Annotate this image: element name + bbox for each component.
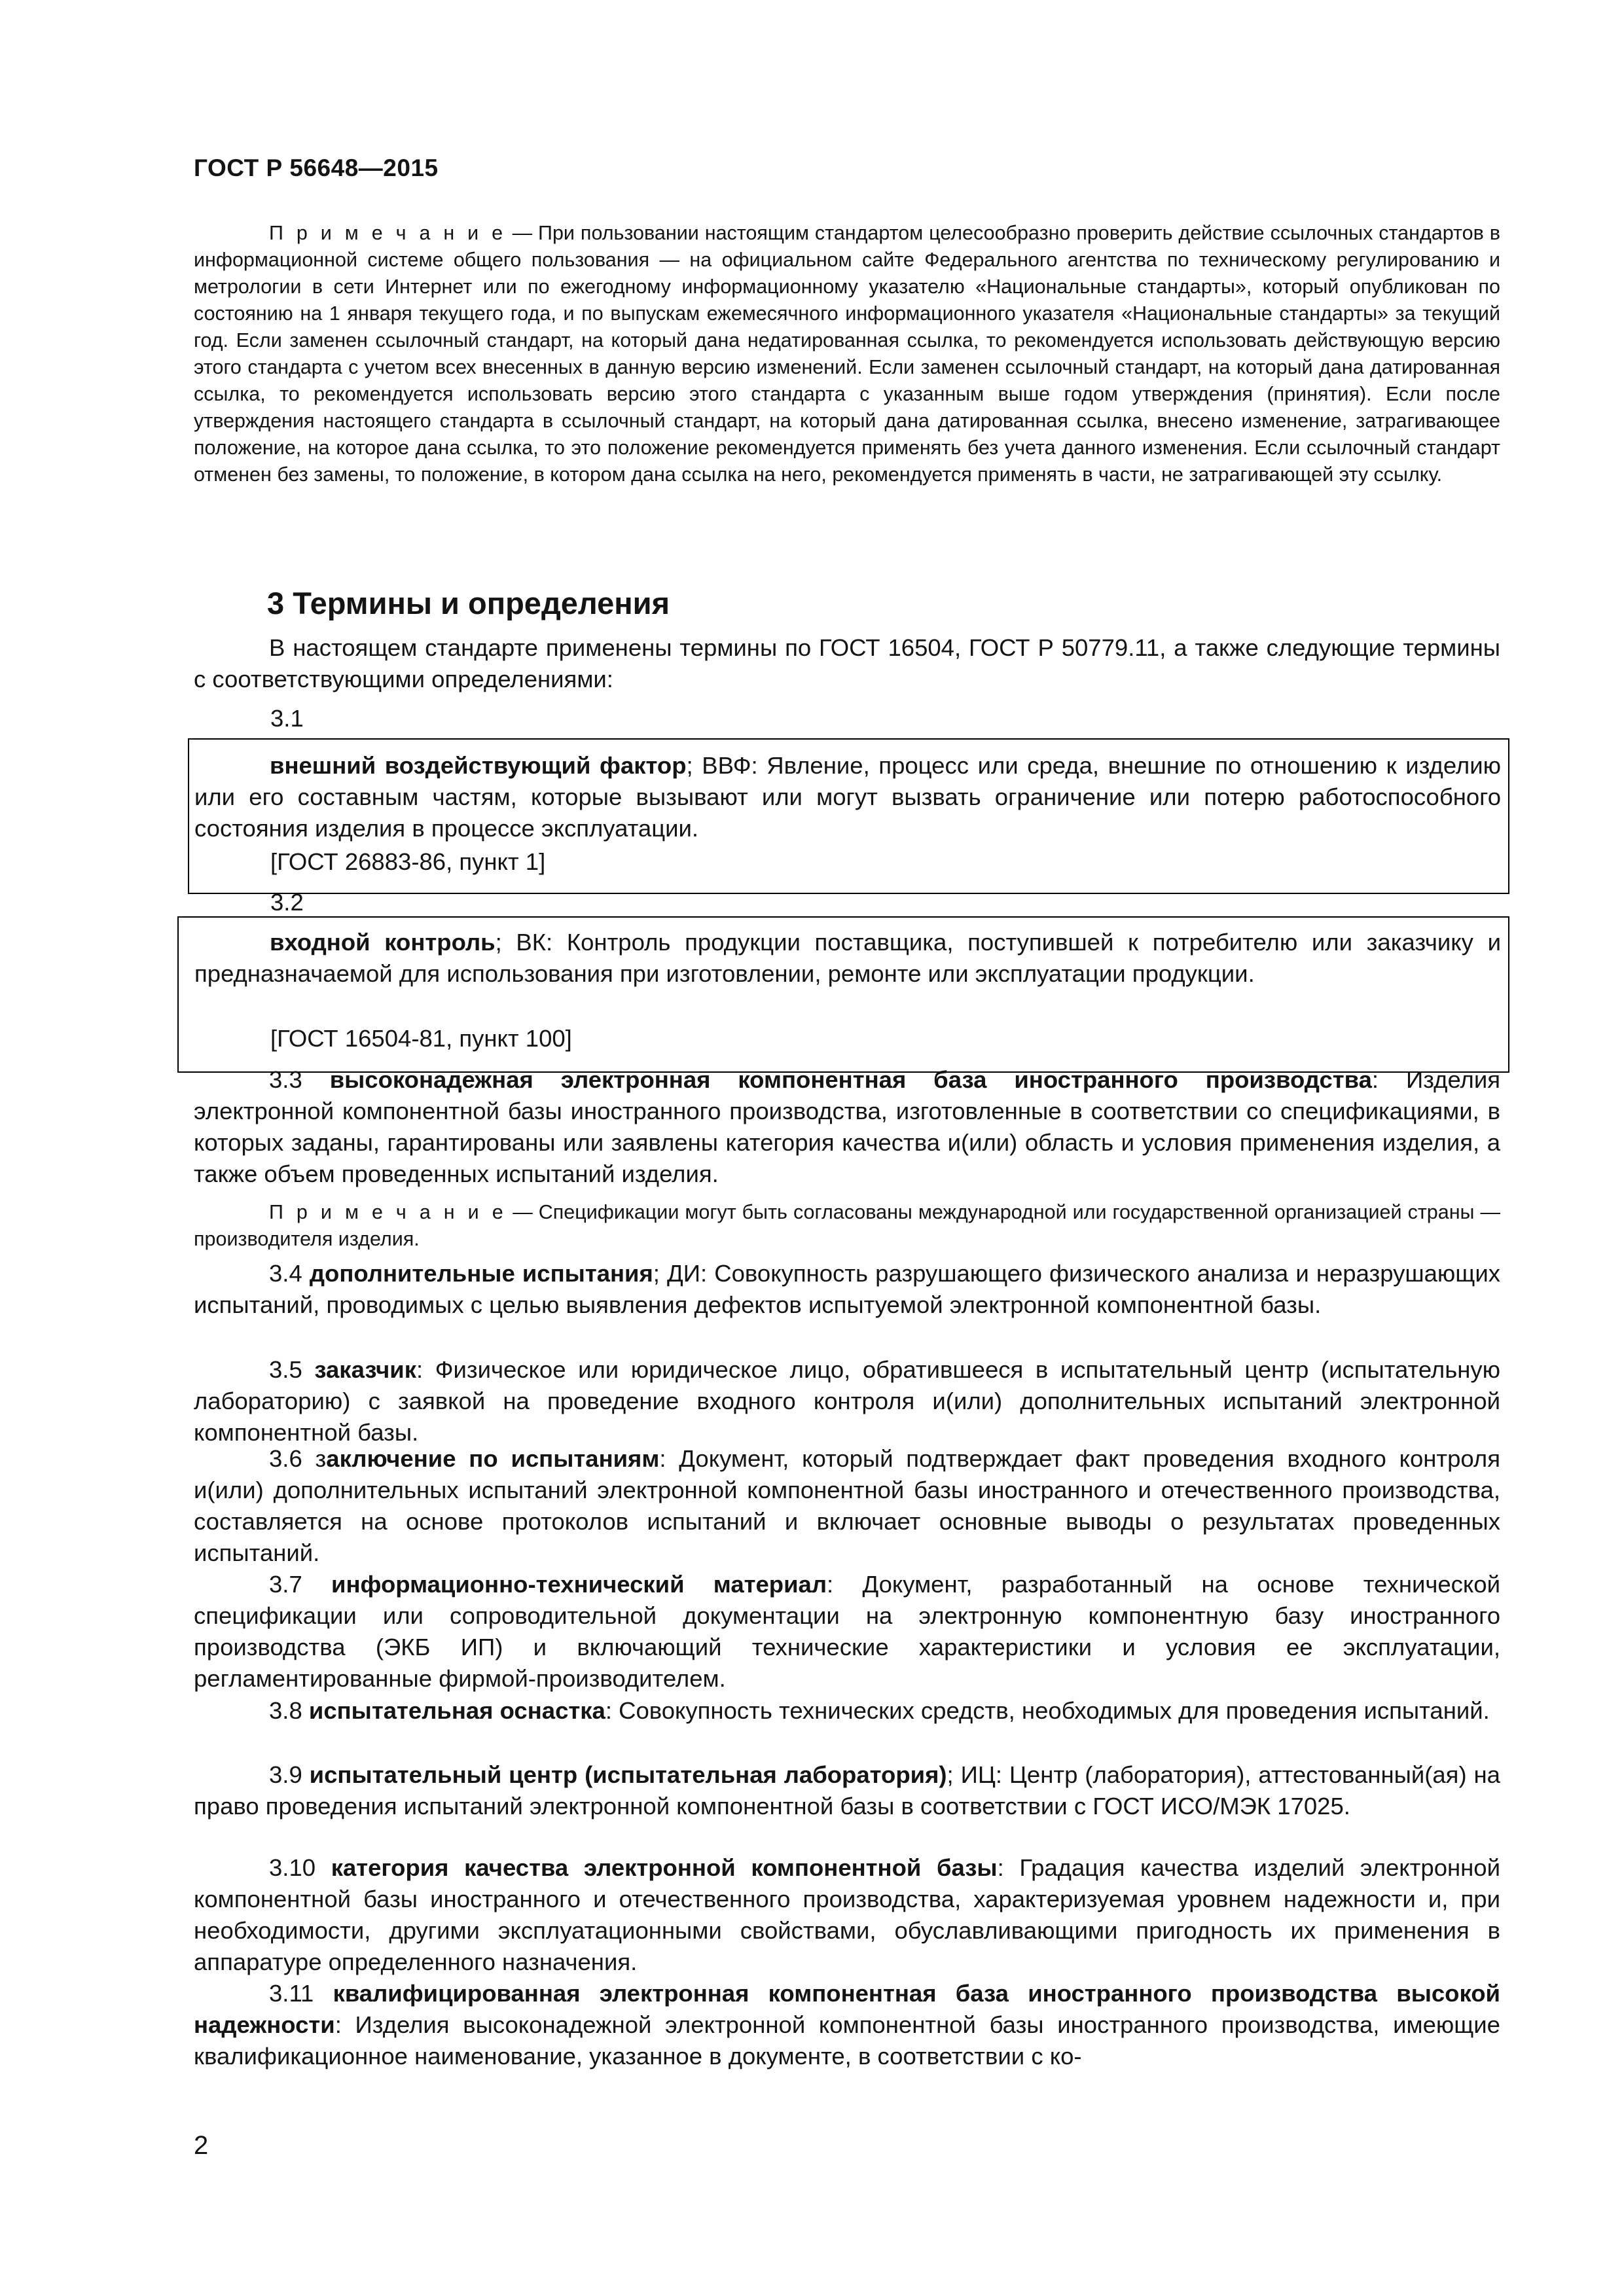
section-intro-text: В настоящем стандарте применены термины по ГОСТ 16504, ГОСТ Р 50779.11, а также следующие термины с соответствующими определениями:: [194, 634, 1500, 692]
section-intro: [194, 632, 1500, 695]
term-text: : Градация качества изделий электронной компонентной базы иностранного и отечественного производства, характеризуемая уровнем надежности и, при необходимости, другими эксплуатационными свойствами, обуславливающими пригодность их применения в аппаратуре определенного назначения.: [194, 1854, 1500, 1975]
term-3-7: [194, 1569, 1500, 1695]
term-text: ; ВК: Контроль продукции поставщика, поступившей к потребителю или заказчику и предназначаемой для использования при изготовлении, ремонте или эксплуатации продукции.: [194, 929, 1501, 987]
term-3-3: [194, 1064, 1500, 1190]
note-label: П р и м е ч а н и е: [269, 222, 507, 244]
term-3-8: [194, 1695, 1500, 1727]
term-number: 3.7: [269, 1571, 332, 1598]
term-text: : Физическое или юридическое лицо, обратившееся в испытательный центр (испытательную лабораторию) с заявкой на проведение входного контроля и(или) дополнительных испытаний электронной компонентной базы.: [194, 1356, 1500, 1446]
term-number: 3.5: [269, 1356, 315, 1383]
page-number: 2: [194, 2131, 209, 2160]
term-number: 3.4: [269, 1260, 310, 1287]
note-label: П р и м е ч а н и е: [269, 1201, 507, 1223]
term-3-10: [194, 1852, 1500, 1978]
term-number: 3.8: [269, 1697, 309, 1724]
term-3-3-note: [194, 1199, 1500, 1253]
term-number: 3.6 з: [269, 1445, 327, 1472]
term-title: категория качества электронной компонентной базы: [331, 1854, 998, 1881]
term-definition-3-2: [194, 927, 1501, 990]
term-3-4: [194, 1258, 1500, 1321]
term-number: 3.10: [269, 1854, 331, 1881]
term-title: квалифицированная электронная компонентная база иностранного производства высокой надежности: [194, 1980, 1500, 2038]
term-text: : Изделия электронной компонентной базы иностранного производства, изготовленные в соответствии со спецификациями, в которых заданы, гарантированы или заявлены категория качества и(или) область и условия применения изделия, а также объем проведенных испытаний изделия.: [194, 1066, 1500, 1187]
term-title: испытательный центр (испытательная лаборатория): [309, 1761, 947, 1788]
term-title: испытательная оснастка: [308, 1697, 605, 1724]
term-text: : Совокупность технических средств, необходимых для проведения испытаний.: [605, 1697, 1490, 1724]
term-title: высоконадежная электронная компонентная база иностранного производства: [329, 1066, 1372, 1093]
term-number-3-2: 3.2: [270, 889, 304, 916]
term-3-11: [194, 1978, 1500, 2072]
term-text: : Документ, который подтверждает факт проведения входного контроля и(или) дополнительных испытаний электронной компонентной базы иностранного и отечественного производства, составляется на основе протоколов испытаний и включает основные выводы о результатах проведенных испытаний.: [194, 1445, 1500, 1566]
term-3-9: [194, 1759, 1500, 1822]
term-text: ; ДИ: Совокупность разрушающего физического анализа и неразрушающих испытаний, проводимых с целью выявления дефектов испытуемой электронной компонентной базы.: [194, 1260, 1500, 1318]
term-title: заказчик: [314, 1356, 416, 1383]
term-box-3-2: [177, 916, 1509, 1073]
term-title: дополнительные испытания: [309, 1260, 653, 1287]
term-3-5: [194, 1354, 1500, 1448]
term-text: ; ВВФ: Явление, процесс или среда, внешние по отношению к изделию или его составным частям, которые вызывают или могут вызвать ограничение или потерю работоспособного состояния изделия в процессе эксплуатации.: [194, 752, 1501, 842]
term-definition-3-1: [194, 750, 1501, 844]
term-number: 3.9: [269, 1761, 310, 1788]
term-box-3-1: [188, 738, 1509, 894]
term-title: внешний воздействующий фактор: [270, 752, 687, 779]
term-source-3-1: [ГОСТ 26883-86, пункт 1]: [270, 848, 546, 875]
term-title: входной контроль: [270, 929, 496, 956]
document-header-code: ГОСТ Р 56648—2015: [194, 154, 439, 181]
note-text: — При пользовании настоящим стандартом целесообразно проверить действие ссылочных стандартов в информационной системе общего пользования — на официальном сайте Федерального агентства по техническому регулированию и метрологии в сети Интернет или по ежегодному информационному указателю «Национальные стандарты», который опубликован по состоянию на 1 января текущего года, и по выпускам ежемесячного информационного указателя «Национальные стандарты» за текущий год. Если заменен ссылочный стандарт, на который дана недатированная ссылка, то рекомендуется использовать действующую версию этого стандарта с учетом всех внесенных в данную версию изменений. Если заменен ссылочный стандарт, на который дана датированная ссылка, то рекомендуется использовать версию этого стандарта с указанным выше годом утверждения (принятия). Если после утверждения настоящего стандарта в ссылочный стандарт, на который дана датированная ссылка, внесено изменение, затрагивающее положение, на которое дана ссылка, то это положение рекомендуется применять без учета данного изменения. Если ссылочный стандарт отменен без замены, то положение, в котором дана ссылка на него, рекомендуется применять в части, не затрагивающей эту ссылку.: [194, 222, 1500, 486]
term-title: информационно-технический материал: [331, 1571, 827, 1598]
term-number-3-1: 3.1: [270, 705, 304, 732]
term-text: : Изделия высоконадежной электронной компонентной базы иностранного производства, имеющие квалификационное наименование, указанное в документе, в соответствии с ко-: [194, 2011, 1500, 2070]
section-title: 3 Термины и определения: [267, 586, 670, 620]
term-3-6: [194, 1443, 1500, 1569]
term-text: ; ИЦ: Центр (лаборатория), аттестованный(ая) на право проведения испытаний электронной компонентной базы в соответствии с ГОСТ ИСО/МЭК 17025.: [194, 1761, 1500, 1820]
term-text: : Документ, разработанный на основе технической спецификации или сопроводительной документации на электронную компонентную базу иностранного производства (ЭКБ ИП) и включающий технические характеристики и условия ее эксплуатации, регламентированные фирмой-производителем.: [194, 1571, 1500, 1692]
term-number: 3.3: [269, 1066, 330, 1093]
term-source-3-2: [ГОСТ 16504-81, пункт 100]: [270, 1025, 572, 1052]
term-title: аключение по испытаниям: [326, 1445, 660, 1472]
reference-note: [194, 220, 1500, 488]
term-number: 3.11: [269, 1980, 333, 2007]
note-text: — Спецификации могут быть согласованы международной или государственной организацией страны — производителя изделия.: [194, 1201, 1500, 1250]
